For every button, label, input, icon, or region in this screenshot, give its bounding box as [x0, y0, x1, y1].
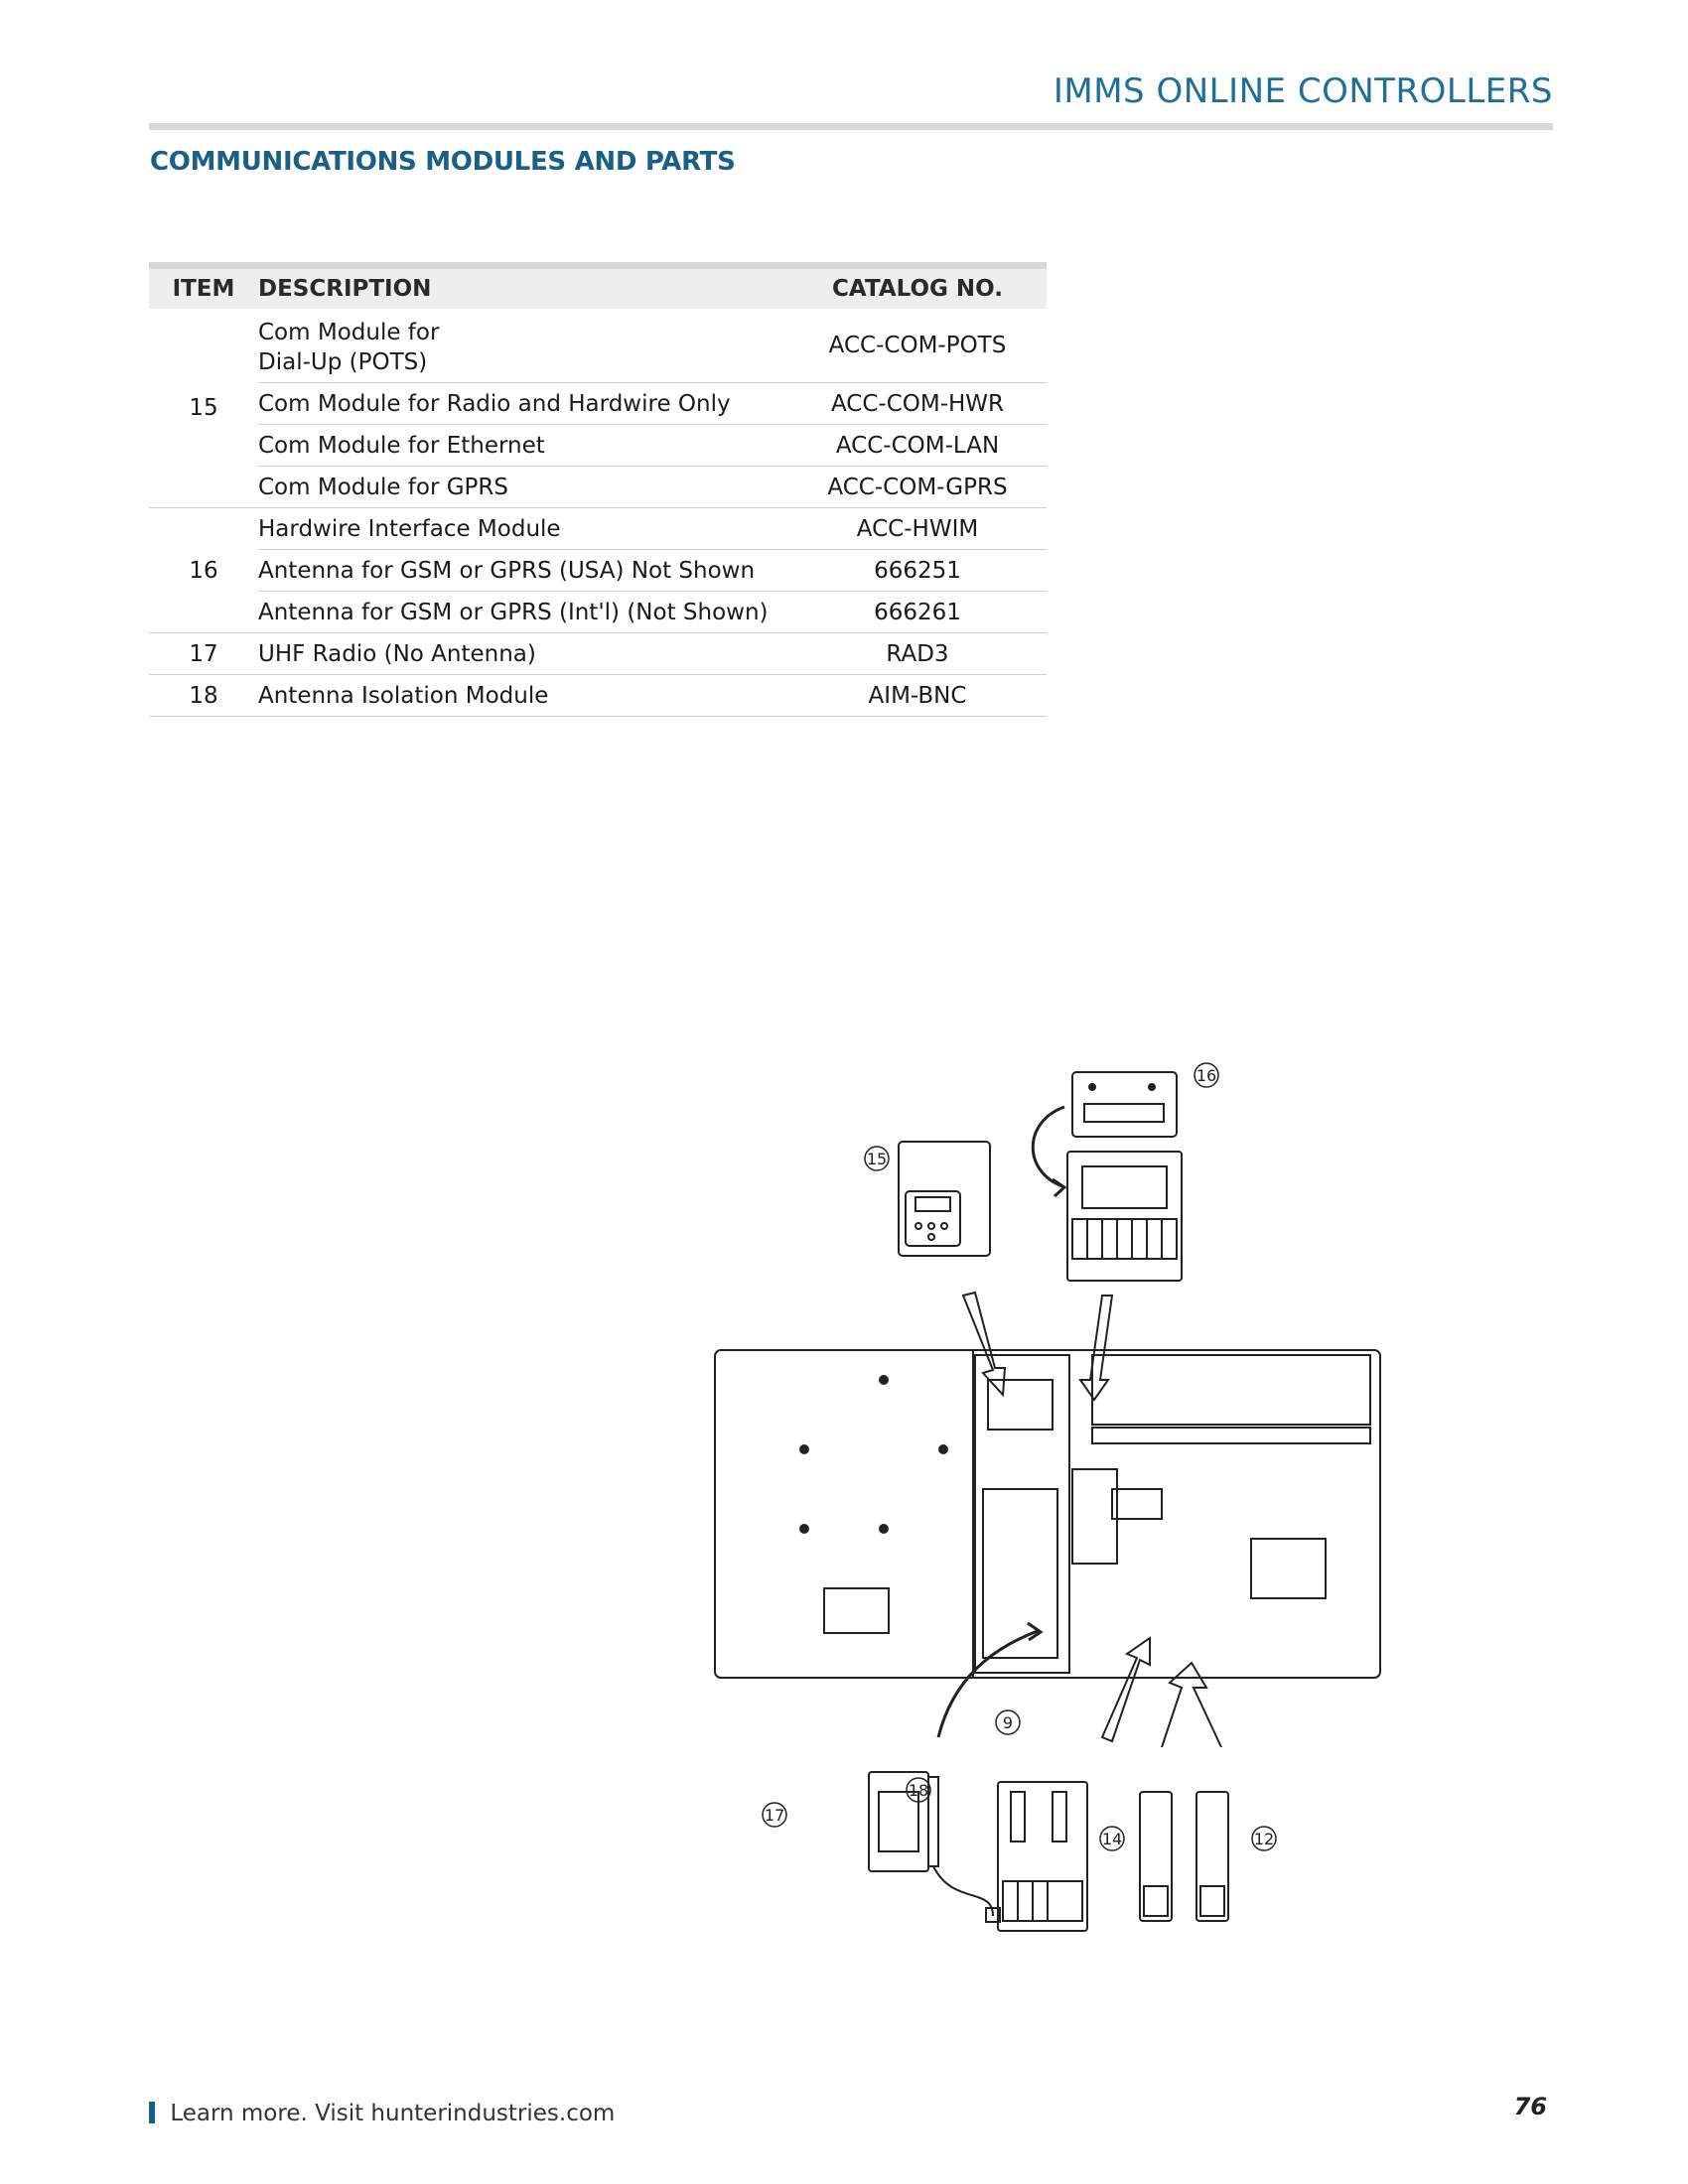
row-description: Com Module for Radio and Hardwire Only — [258, 383, 788, 425]
callout-18 — [907, 1778, 930, 1802]
row-description: Antenna for GSM or GPRS (USA) Not Shown — [258, 550, 788, 592]
row-catalog: 666261 — [788, 592, 1047, 633]
curved-arrow — [1033, 1107, 1064, 1186]
row-catalog: ACC-COM-GPRS — [788, 467, 1047, 508]
page-number: 76 — [1513, 2093, 1547, 2120]
svg-text:15: 15 — [866, 1150, 888, 1168]
header-title: IMMS ONLINE CONTROLLERS — [1053, 71, 1553, 111]
table-row — [149, 508, 1047, 550]
table-row — [149, 383, 1047, 425]
row-catalog: ACC-COM-POTS — [788, 309, 1047, 383]
table-row — [149, 675, 1047, 717]
row-catalog: AIM-BNC — [788, 675, 1047, 717]
row-description: Antenna for GSM or GPRS (Int'l) (Not Shown) — [258, 592, 788, 633]
hwim-module — [1067, 1152, 1182, 1281]
item-number: 17 — [149, 633, 258, 675]
table-row — [149, 592, 1047, 633]
svg-text:14: 14 — [1101, 1830, 1123, 1848]
row-description: Com Module for Dial-Up (POTS) — [258, 309, 788, 383]
callout-14 — [1100, 1827, 1124, 1850]
exploded-parts-diagram — [695, 1052, 1470, 1946]
svg-text:9: 9 — [1002, 1713, 1014, 1732]
uhf-radio — [869, 1772, 1000, 1922]
callout-16 — [1195, 1063, 1218, 1087]
table-row — [149, 425, 1047, 467]
header-rule — [149, 123, 1553, 130]
controller-cabinet — [715, 1350, 1380, 1678]
svg-text:12: 12 — [1253, 1830, 1275, 1848]
header-description: DESCRIPTION — [258, 266, 788, 310]
row-catalog: 666251 — [788, 550, 1047, 592]
row-catalog: ACC-COM-LAN — [788, 425, 1047, 467]
item-number: 16 — [149, 508, 258, 633]
item-number: 18 — [149, 675, 258, 717]
callout-15 — [865, 1147, 889, 1170]
row-description: UHF Radio (No Antenna) — [258, 633, 788, 675]
header-item: ITEM — [149, 266, 258, 310]
row-description: Com Module for Ethernet — [258, 425, 788, 467]
row-description: Com Module for GPRS — [258, 467, 788, 508]
table-header-row — [149, 266, 1047, 310]
row-catalog: ACC-COM-HWR — [788, 383, 1047, 425]
master-module — [998, 1782, 1087, 1931]
table-row — [149, 550, 1047, 592]
row-description: Hardwire Interface Module — [258, 508, 788, 550]
item-number: 15 — [149, 309, 258, 508]
svg-text:16: 16 — [1196, 1066, 1217, 1085]
table-row — [149, 633, 1047, 675]
row-description: Antenna Isolation Module — [258, 675, 788, 717]
footer-accent-bar — [149, 2102, 155, 2123]
header-catalog: CATALOG NO. — [788, 266, 1047, 310]
com-module — [899, 1142, 990, 1256]
footer — [149, 2101, 615, 2126]
svg-text:17: 17 — [764, 1806, 785, 1825]
station-module — [1140, 1792, 1228, 1921]
table-row — [149, 309, 1047, 383]
up-arrow — [1162, 1663, 1221, 1747]
row-catalog: RAD3 — [788, 633, 1047, 675]
svg-text:18: 18 — [908, 1781, 929, 1800]
down-arrow — [1080, 1296, 1112, 1400]
callout-12 — [1252, 1827, 1276, 1850]
up-arrow — [938, 1631, 1038, 1737]
table-row — [149, 467, 1047, 508]
footer-link-text[interactable]: Learn more. Visit hunterindustries.com — [170, 2101, 616, 2126]
up-arrow — [1102, 1638, 1150, 1741]
callout-17 — [763, 1803, 786, 1827]
parts-table — [149, 262, 1047, 717]
callout-9 — [996, 1710, 1020, 1734]
row-catalog: ACC-HWIM — [788, 508, 1047, 550]
hwim-module-top — [1072, 1072, 1177, 1137]
section-title: COMMUNICATIONS MODULES AND PARTS — [150, 147, 736, 177]
